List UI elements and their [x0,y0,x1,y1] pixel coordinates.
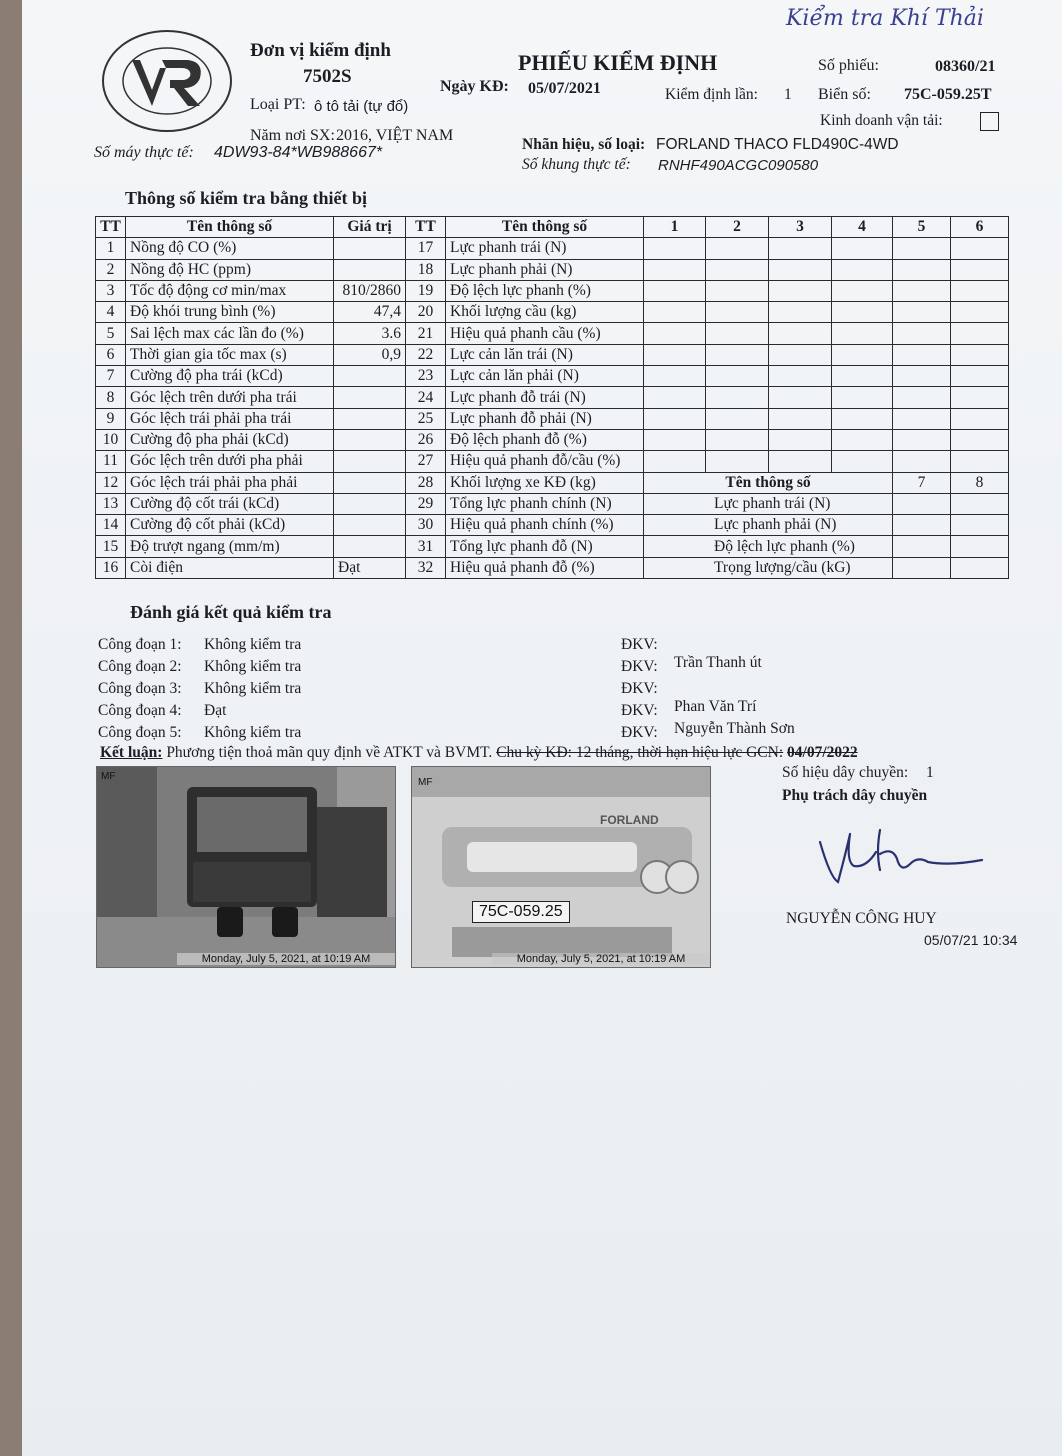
row-number: 28 [406,472,446,493]
axle-cell [769,429,832,450]
evaluation-title: Đánh giá kết quả kiểm tra [130,602,332,622]
axle-cell [951,259,1009,280]
row-number: 24 [406,387,446,408]
line-supervisor-role: Phụ trách dây chuyền [782,787,928,804]
axle-cell [951,536,1009,557]
row-number: 8 [96,387,126,408]
sub-header-name: Tên thông số [644,472,893,493]
axle-cell [951,344,1009,365]
stage-label: Công đoạn 3: [98,680,182,697]
section-title: Thông số kiểm tra bằng thiết bị [125,188,368,208]
axle-cell [644,344,706,365]
line-number [782,764,934,782]
axle-cell [644,280,706,301]
parameter-name: Độ lệch phanh đỗ (%) [446,429,644,450]
axle-cell [769,259,832,280]
axle-cell [644,323,706,344]
row-number: 23 [406,366,446,387]
header-axle-4: 4 [832,217,893,238]
header-axle-6: 6 [951,217,1009,238]
form-title: PHIẾU KIỂM ĐỊNH [518,50,718,75]
stage-result: Không kiểm tra [204,724,302,741]
table-row [96,429,1062,450]
axle-cell [951,302,1009,323]
header-tt: TT [96,217,126,238]
parameter-name: Nồng độ CO (%) [126,238,334,259]
axle-cell [893,387,951,408]
stage-inspector-label: ĐKV: [621,658,658,675]
grille-illustration [412,767,710,967]
parameter-name: Hiệu quả phanh cầu (%) [446,323,644,344]
conclusion-line [100,744,858,762]
parameter-value [334,536,406,557]
vehicle-type-value: ô tô tải (tự đổ) [314,98,409,115]
engine-value: 4DW93-84*WB988667* [214,144,383,161]
parameter-value [334,472,406,493]
photo-2-plate: 75C-059.25 [472,901,570,923]
axle-cell [644,429,706,450]
row-number: 4 [96,302,126,323]
table-header-row [96,217,1062,238]
parameter-name: Cường độ cốt phải (kCd) [126,515,334,536]
row-number: 20 [406,302,446,323]
row-number: 30 [406,515,446,536]
header-value: Giá trị [334,217,406,238]
table-row [96,387,1062,408]
header-axle-3: 3 [769,217,832,238]
stage-inspector-label: ĐKV: [621,680,658,697]
axle-cell [769,323,832,344]
parameter-name: Lực cản lăn trái (N) [446,344,644,365]
supervisor-signature [810,822,990,892]
photo-2-grille-text: FORLAND [600,813,659,827]
axle-cell [769,280,832,301]
table-row [96,302,1062,323]
sub-parameter-name: Lực phanh trái (N) [644,493,893,514]
parameter-name: Góc lệch trên dưới pha phải [126,451,334,472]
parameter-name: Tổng lực phanh đỗ (N) [446,536,644,557]
stage-result: Không kiểm tra [204,658,302,675]
chassis-value: RNHF490ACGC090580 [658,157,819,174]
row-number: 16 [96,557,126,578]
axle-cell [644,302,706,323]
row-number: 6 [96,344,126,365]
parameter-value [334,515,406,536]
parameter-name: Tổng lực phanh chính (N) [446,493,644,514]
axle-cell [832,259,893,280]
stage-inspector-label: ĐKV: [621,702,658,719]
axle-cell [769,302,832,323]
ticket-label: Số phiếu: [818,57,879,74]
axle-cell [832,451,893,472]
parameter-name: Nồng độ HC (ppm) [126,259,334,280]
axle-cell [832,280,893,301]
parameter-name: Độ khói trung bình (%) [126,302,334,323]
vehicle-photo-plate [411,766,711,968]
table-row [96,451,1062,472]
engine-label: Số máy thực tế: [94,144,194,161]
parameter-name: Cường độ pha trái (kCd) [126,366,334,387]
photo-2-tag: MF [418,777,433,788]
parameter-name: Độ lệch lực phanh (%) [446,280,644,301]
parameter-name: Lực phanh đỗ trái (N) [446,387,644,408]
table-row [96,238,1062,259]
parameter-value: Đạt [334,557,406,578]
parameter-name: Lực cản lăn phải (N) [446,366,644,387]
axle-cell [951,366,1009,387]
parameter-name: Hiệu quả phanh đỗ/cầu (%) [446,451,644,472]
stage-label: Công đoạn 5: [98,724,182,741]
axle-cell [832,238,893,259]
plate-value: 75C-059.25T [904,86,992,103]
parameter-value: 3.6 [334,323,406,344]
photo-2-caption: Monday, July 5, 2021, at 10:19 AM [492,953,710,965]
stage-inspector-name: Nguyễn Thành Sơn [674,720,795,737]
row-number: 17 [406,238,446,259]
parameter-name: Lực phanh phải (N) [446,259,644,280]
signoff-datetime: 05/07/21 10:34 [924,932,1018,948]
header-axle-2: 2 [706,217,769,238]
unit-code: 7502S [303,66,352,87]
axle-cell [644,259,706,280]
row-number: 5 [96,323,126,344]
stage-result: Không kiểm tra [204,636,302,653]
axle-cell [769,451,832,472]
date-label: Ngày KĐ: [440,78,509,95]
axle-cell [893,557,951,578]
axle-cell [893,259,951,280]
row-number: 7 [96,366,126,387]
axle-cell [769,238,832,259]
axle-cell [706,344,769,365]
table-row [96,259,1062,280]
axle-cell [951,557,1009,578]
table-row [96,366,1062,387]
axle-cell [706,259,769,280]
axle-cell [644,451,706,472]
stage-label: Công đoạn 1: [98,636,182,653]
header-axle-5: 5 [893,217,951,238]
stage-inspector-name: Phan Văn Trí [674,698,757,715]
conclusion-text: Phương tiện thoả mãn quy định về ATKT và BVMT. [166,744,493,761]
attempt-label: Kiểm định lần: [665,86,758,103]
parameter-name: Góc lệch trái phải pha trái [126,408,334,429]
brand-value: FORLAND THACO FLD490C-4WD [656,136,899,153]
stage-result: Không kiểm tra [204,680,302,697]
stage-inspector-label: ĐKV: [621,636,658,653]
row-number: 12 [96,472,126,493]
year-label: Năm nơi SX: [250,127,335,144]
axle-cell [893,323,951,344]
row-number: 9 [96,408,126,429]
vehicle-photo-front [96,766,396,968]
axle-cell [832,344,893,365]
plate-label: Biển số: [818,86,871,103]
handwritten-note: Kiểm tra Khí Thải [786,6,984,31]
axle-cell [706,429,769,450]
year-value: 2016, VIỆT NAM [336,127,454,144]
row-number: 18 [406,259,446,280]
axle-cell [706,387,769,408]
conclusion-label: Kết luận: [100,744,163,761]
ticket-value: 08360/21 [935,58,996,75]
axle-cell [832,429,893,450]
header-name2: Tên thông số [446,217,644,238]
axle-cell [832,408,893,429]
parameter-value [334,493,406,514]
axle-cell [893,408,951,429]
parameter-name: Hiệu quả phanh chính (%) [446,515,644,536]
transport-checkbox[interactable] [980,112,999,131]
table-row [96,323,1062,344]
axle-cell [951,429,1009,450]
table-row [96,344,1062,365]
parameter-value: 810/2860 [334,280,406,301]
parameter-value [334,387,406,408]
axle-cell [706,408,769,429]
header-tt2: TT [406,217,446,238]
row-number: 25 [406,408,446,429]
measurement-table [95,216,1062,579]
line-number-label: Số hiệu dây chuyền: [782,764,909,781]
axle-cell [893,536,951,557]
parameter-name: Sai lệch max các lần đo (%) [126,323,334,344]
row-number: 22 [406,344,446,365]
parameter-name: Tốc độ động cơ min/max [126,280,334,301]
axle-cell [951,387,1009,408]
axle-cell [951,493,1009,514]
axle-cell [893,451,951,472]
row-number: 2 [96,259,126,280]
parameter-name: Cường độ cốt trái (kCd) [126,493,334,514]
row-number: 14 [96,515,126,536]
parameter-name: Khối lượng xe KĐ (kg) [446,472,644,493]
axle-cell [893,280,951,301]
parameter-name: Còi điện [126,557,334,578]
axle-cell [644,408,706,429]
parameter-value [334,238,406,259]
axle-cell [644,238,706,259]
row-number: 19 [406,280,446,301]
axle-cell [769,408,832,429]
supervisor-name: NGUYỄN CÔNG HUY [786,910,937,927]
row-number: 21 [406,323,446,344]
photo-1-tag: MF [101,771,116,782]
axle-cell [832,302,893,323]
axle-cell [951,280,1009,301]
unit-label: Đơn vị kiểm định [250,40,391,61]
parameter-name: Lực phanh trái (N) [446,238,644,259]
row-number: 26 [406,429,446,450]
axle-cell [893,238,951,259]
axle-cell [951,451,1009,472]
vehicle-type-label: Loại PT: [250,96,306,113]
sub-header-axle-7: 7 [893,472,951,493]
parameter-name: Góc lệch trên dưới pha trái [126,387,334,408]
sub-header-axle-8: 8 [951,472,1009,493]
axle-cell [951,408,1009,429]
axle-cell [706,451,769,472]
row-number: 13 [96,493,126,514]
vietnam-register-logo [100,28,234,134]
line-number-value: 1 [926,764,934,781]
axle-cell [769,344,832,365]
sub-parameter-name: Độ lệch lực phanh (%) [644,536,893,557]
table-row [96,493,1062,514]
stage-result: Đạt [204,702,227,719]
axle-cell [706,302,769,323]
axle-cell [706,366,769,387]
axle-cell [893,302,951,323]
row-number: 32 [406,557,446,578]
row-number: 10 [96,429,126,450]
parameter-value [334,429,406,450]
brand-label: Nhãn hiệu, số loại: [522,136,646,153]
parameter-value: 47,4 [334,302,406,323]
axle-cell [706,238,769,259]
parameter-name: Góc lệch trái phải pha phải [126,472,334,493]
axle-cell [706,323,769,344]
axle-cell [644,387,706,408]
sub-parameter-name: Lực phanh phải (N) [644,515,893,536]
axle-cell [951,323,1009,344]
row-number: 15 [96,536,126,557]
axle-cell [832,323,893,344]
axle-cell [893,366,951,387]
axle-cell [951,515,1009,536]
cycle-date: 04/07/2022 [787,744,858,761]
table-row [96,408,1062,429]
axle-cell [769,387,832,408]
table-row [96,472,1062,493]
row-number: 1 [96,238,126,259]
parameter-value [334,451,406,472]
stage-label: Công đoạn 4: [98,702,182,719]
row-number: 3 [96,280,126,301]
header-axle-1: 1 [644,217,706,238]
parameter-value [334,408,406,429]
axle-cell [832,366,893,387]
stage-label: Công đoạn 2: [98,658,182,675]
parameter-value [334,259,406,280]
table-row [96,515,1062,536]
axle-cell [644,366,706,387]
header-name: Tên thông số [126,217,334,238]
axle-cell [893,493,951,514]
parameter-value [334,366,406,387]
parameter-name: Khối lượng cầu (kg) [446,302,644,323]
row-number: 27 [406,451,446,472]
axle-cell [951,238,1009,259]
cycle-text: Chu kỳ KĐ: 12 tháng, thời hạn hiệu lực GCN: [496,744,784,761]
stage-inspector-name: Trần Thanh út [674,654,762,671]
sub-parameter-name: Trọng lượng/cầu (kG) [644,557,893,578]
date-value: 05/07/2021 [528,80,601,97]
parameter-name: Độ trượt ngang (mm/m) [126,536,334,557]
axle-cell [832,387,893,408]
axle-cell [893,429,951,450]
table-row [96,280,1062,301]
chassis-label: Số khung thực tế: [522,156,631,173]
transport-label: Kinh doanh vận tải: [820,112,943,129]
table-row [96,557,1062,578]
parameter-name: Thời gian gia tốc max (s) [126,344,334,365]
axle-cell [706,280,769,301]
row-number: 29 [406,493,446,514]
parameter-name: Cường độ pha phải (kCd) [126,429,334,450]
axle-cell [893,515,951,536]
parameter-value: 0,9 [334,344,406,365]
photo-1-caption: Monday, July 5, 2021, at 10:19 AM [177,953,395,965]
attempt-value: 1 [784,86,792,103]
stage-inspector-label: ĐKV: [621,724,658,741]
row-number: 31 [406,536,446,557]
axle-cell [893,344,951,365]
row-number: 11 [96,451,126,472]
parameter-name: Hiệu quả phanh đỗ (%) [446,557,644,578]
truck-illustration [97,767,395,967]
axle-cell [769,366,832,387]
table-row [96,536,1062,557]
parameter-name: Lực phanh đỗ phải (N) [446,408,644,429]
